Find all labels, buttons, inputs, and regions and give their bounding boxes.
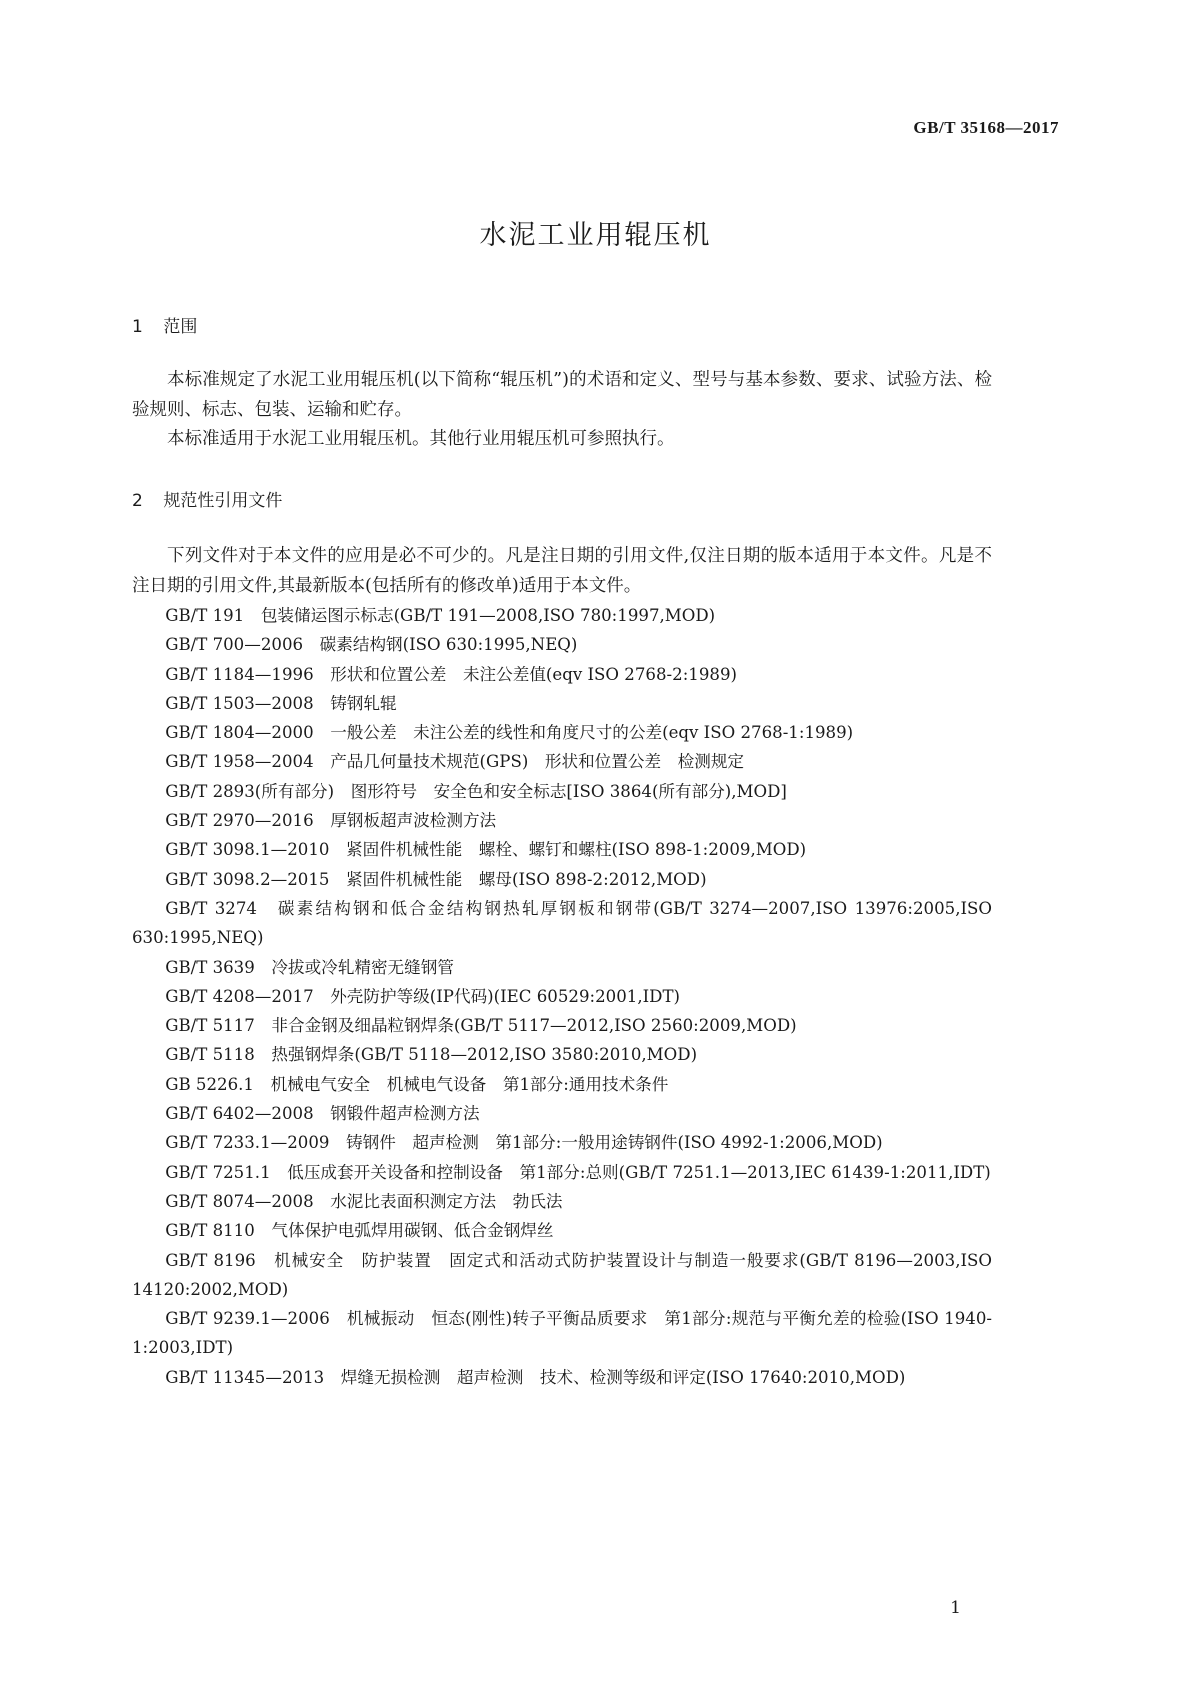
reference-item: GB/T 8110 气体保护电弧焊用碳钢、低合金钢焊丝 <box>165 1221 554 1241</box>
standard-number: GB/T 35168—2017 <box>913 118 1059 137</box>
scope-paragraph: 本标准规定了水泥工业用辊压机(以下简称“辊压机”)的术语和定义、型号与基本参数、要求、试验方法、检验规则、标志、包装、运输和贮存。 <box>132 370 992 420</box>
reference-item: GB/T 1958—2004 产品几何量技术规范(GPS) 形状和位置公差 检测规定 <box>165 752 745 772</box>
reference-item: GB/T 3098.1—2010 紧固件机械性能 螺栓、螺钉和螺柱(ISO 898-1:2009,MOD) <box>165 840 807 860</box>
reference-item: GB/T 191 包装储运图示标志(GB/T 191—2008,ISO 780:1997,MOD) <box>165 606 716 625</box>
section-heading-scope <box>132 312 197 337</box>
page-number: 1 <box>950 1598 961 1618</box>
reference-item: GB/T 5118 热强钢焊条(GB/T 5118—2012,ISO 3580:2010,MOD) <box>165 1045 698 1065</box>
reference-item: GB 5226.1 机械电气安全 机械电气设备 第1部分:通用技术条件 <box>165 1074 669 1094</box>
reference-item: GB/T 1503—2008 铸钢轧辊 <box>165 693 397 713</box>
reference-item: GB/T 5117 非合金钢及细晶粒钢焊条(GB/T 5117—2012,ISO 2560:2009,MOD) <box>165 1016 797 1036</box>
reference-item: GB/T 8074—2008 水泥比表面积测定方法 勃氏法 <box>165 1191 563 1211</box>
reference-item: GB/T 3274 碳素结构钢和低合金结构钢热轧厚钢板和钢带(GB/T 3274—2007,ISO 13976:2005,ISO 630:1995,NEQ) <box>132 898 992 948</box>
document-title: 水泥工业用辊压机 <box>479 220 712 251</box>
reference-item: GB/T 6402—2008 钢锻件超声检测方法 <box>165 1104 480 1124</box>
references-intro-paragraph: 下列文件对于本文件的应用是必不可少的。凡是注日期的引用文件,仅注日期的版本适用于本文件。凡是不注日期的引用文件,其最新版本(包括所有的修改单)适用于本文件。 <box>132 546 992 596</box>
section-title: 规范性引用文件 <box>163 491 283 511</box>
reference-item: GB/T 1184—1996 形状和位置公差 未注公差值(eqv ISO 2768-2:1989) <box>165 664 737 684</box>
reference-item: GB/T 7233.1—2009 铸钢件 超声检测 第1部分:一般用途铸钢件(ISO 4992-1:2006,MOD) <box>165 1133 883 1153</box>
reference-list <box>132 601 992 1392</box>
reference-item: GB/T 7251.1 低压成套开关设备和控制设备 第1部分:总则(GB/T 7251.1—2013,IEC 61439-1:2011,IDT) <box>165 1162 991 1182</box>
section-number: 2 <box>132 491 143 511</box>
reference-item: GB/T 8196 机械安全 防护装置 固定式和活动式防护装置设计与制造一般要求(GB/T 8196—2003,ISO 14120:2002,MOD) <box>132 1250 992 1299</box>
reference-item: GB/T 2893(所有部分) 图形符号 安全色和安全标志[ISO 3864(所有部分),MOD] <box>165 781 787 801</box>
reference-item: GB/T 11345—2013 焊缝无损检测 超声检测 技术、检测等级和评定(ISO 17640:2010,MOD) <box>165 1367 906 1387</box>
reference-item: GB/T 9239.1—2006 机械振动 恒态(刚性)转子平衡品质要求 第1部分:规范与平衡允差的检验(ISO 1940-1:2003,IDT) <box>132 1309 992 1358</box>
scope-paragraph: 本标准适用于水泥工业用辊压机。其他行业用辊压机可参照执行。 <box>167 429 675 449</box>
reference-item: GB/T 3098.2—2015 紧固件机械性能 螺母(ISO 898-2:2012,MOD) <box>165 869 707 889</box>
reference-item: GB/T 4208—2017 外壳防护等级(IP代码)(IEC 60529:2001,IDT) <box>165 986 681 1006</box>
reference-item: GB/T 1804—2000 一般公差 未注公差的线性和角度尺寸的公差(eqv ISO 2768-1:1989) <box>165 723 854 743</box>
reference-item: GB/T 700—2006 碳素结构钢(ISO 630:1995,NEQ) <box>165 635 578 655</box>
reference-item: GB/T 2970—2016 厚钢板超声波检测方法 <box>165 811 497 831</box>
section-heading-normative-references <box>132 486 282 511</box>
reference-item: GB/T 3639 冷拔或冷轧精密无缝钢管 <box>165 957 454 977</box>
section-number: 1 <box>132 317 143 337</box>
section-title: 范围 <box>163 317 198 337</box>
